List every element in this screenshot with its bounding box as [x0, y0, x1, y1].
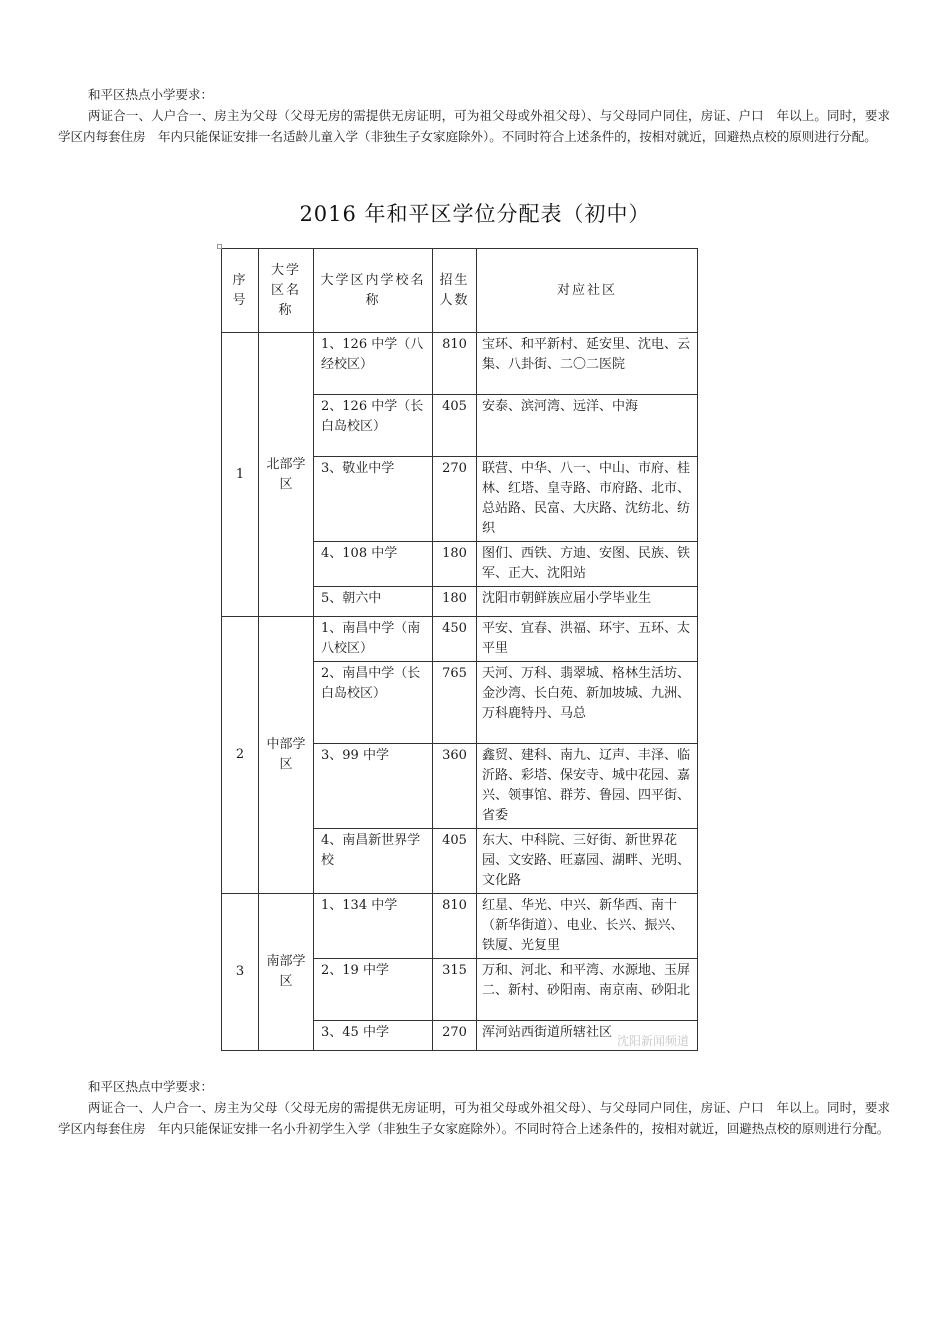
- cell-seq: 2: [222, 617, 259, 894]
- cell-enroll: 765: [433, 662, 477, 744]
- cell-community: 沈阳市朝鲜族应届小学毕业生: [477, 587, 698, 617]
- cell-enroll: 180: [433, 587, 477, 617]
- table-header-row: [222, 249, 698, 333]
- table-title: 2016 年和平区学位分配表（初中）: [299, 202, 651, 226]
- cell-community: 安泰、滨河湾、远洋、中海: [477, 395, 698, 457]
- cell-community: 天河、万科、翡翠城、格林生活坊、金沙湾、长白苑、新加坡城、九洲、万科鹿特丹、马总: [477, 662, 698, 744]
- cell-district: 中部学区: [259, 617, 314, 894]
- cell-school: 4、南昌新世界学校: [314, 829, 433, 894]
- cell-enroll: 315: [433, 959, 477, 1021]
- cell-enroll: 810: [433, 333, 477, 395]
- cell-school: 2、126 中学（长白岛校区）: [314, 395, 433, 457]
- table-row: [222, 333, 698, 395]
- cell-district: 南部学区: [259, 894, 314, 1051]
- cell-enroll: 270: [433, 457, 477, 542]
- table-row: [222, 617, 698, 662]
- cell-enroll: 405: [433, 829, 477, 894]
- cell-enroll: 180: [433, 542, 477, 587]
- cell-community: 图们、西铁、方迪、安图、民族、铁军、正大、沈阳站: [477, 542, 698, 587]
- middle-requirements-text: 两证合一、人户合一、房主为父母（父母无房的需提供无房证明，可为祖父母或外祖父母）、与父母同户同住，房证、户口 年以上。同时，要求学区内每套住房 年内只能保证安排一名小升初学生入学（非独生子女家庭除外）。不同时符合上述条件的，按相对就近，回避热点校的原则进行分配。: [58, 1100, 890, 1136]
- cell-enroll: 810: [433, 894, 477, 959]
- cell-school: 3、敬业中学: [314, 457, 433, 542]
- watermark: 沈阳新闻频道: [616, 1034, 689, 1048]
- cell-school: 1、南昌中学（南八校区）: [314, 617, 433, 662]
- cell-school: 2、南昌中学（长白岛校区）: [314, 662, 433, 744]
- cell-community: 联营、中华、八一、中山、市府、桂林、红塔、皇寺路、市府路、北市、总站路、民富、大庆路、沈纺北、纺织: [477, 457, 698, 542]
- header-district: 大学区名称: [259, 249, 314, 333]
- table-row: [222, 894, 698, 959]
- cell-school: 4、108 中学: [314, 542, 433, 587]
- cell-enroll: 360: [433, 744, 477, 829]
- cell-school: 3、99 中学: [314, 744, 433, 829]
- primary-requirements-heading: 和平区热点小学要求：: [88, 87, 214, 102]
- cell-community: 浑河站西街道所辖社区: [477, 1021, 698, 1051]
- cell-community: 东大、中科院、三好街、新世界花园、文安路、旺嘉园、湖畔、光明、文化路: [477, 829, 698, 894]
- cell-community: 平安、宜春、洪福、环宇、五环、太平里: [477, 617, 698, 662]
- header-enroll: 招生人数: [433, 249, 477, 333]
- allocation-table-container: [221, 248, 697, 1051]
- cell-district: 北部学区: [259, 333, 314, 617]
- header-seq: 序号: [222, 249, 259, 333]
- middle-requirements-heading: 和平区热点中学要求：: [88, 1079, 214, 1094]
- primary-requirements-text: 两证合一、人户合一、房主为父母（父母无房的需提供无房证明，可为祖父母或外祖父母）、与父母同户同住，房证、户口 年以上。同时，要求学区内每套住房 年内只能保证安排一名适龄儿童入学（非独生子女家庭除外）。不同时符合上述条件的，按相对就近，回避热点校的原则进行分配。: [58, 108, 890, 144]
- table-corner-marker: [217, 244, 222, 249]
- cell-seq: 1: [222, 333, 259, 617]
- cell-enroll: 450: [433, 617, 477, 662]
- cell-community: 鑫贸、建科、南九、辽声、丰泽、临沂路、彩塔、保安寺、城中花园、嘉兴、领事馆、群芳、鲁园、四平街、省委: [477, 744, 698, 829]
- header-school: 大学区内学校名称: [314, 249, 433, 333]
- cell-community: 万和、河北、和平湾、水源地、玉屏二、新村、砂阳南、南京南、砂阳北: [477, 959, 698, 1021]
- cell-enroll: 405: [433, 395, 477, 457]
- cell-community: 宝环、和平新村、延安里、沈电、云集、八卦街、二〇二医院: [477, 333, 698, 395]
- cell-school: 2、19 中学: [314, 959, 433, 1021]
- cell-community: 红星、华光、中兴、新华西、南十（新华街道）、电业、长兴、振兴、铁厦、光复里: [477, 894, 698, 959]
- middle-school-requirements: [58, 1076, 890, 1139]
- header-community: 对应社区: [477, 249, 698, 333]
- cell-school: 1、126 中学（八经校区）: [314, 333, 433, 395]
- cell-school: 1、134 中学: [314, 894, 433, 959]
- cell-school: 3、45 中学: [314, 1021, 433, 1051]
- table-body: [222, 333, 698, 1051]
- cell-seq: 3: [222, 894, 259, 1051]
- cell-school: 5、朝六中: [314, 587, 433, 617]
- cell-enroll: 270: [433, 1021, 477, 1051]
- allocation-table: [221, 248, 698, 1051]
- primary-school-requirements: [58, 84, 890, 147]
